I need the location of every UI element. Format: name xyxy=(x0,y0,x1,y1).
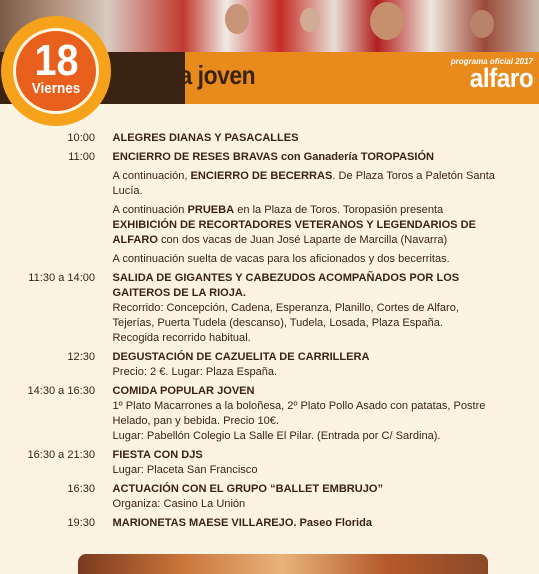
event-time: 16:30 a 21:30 xyxy=(27,449,96,461)
event-title: MARIONETAS MAESE VILLAREJO. Paseo Florida xyxy=(112,517,373,529)
date-badge xyxy=(1,16,111,126)
event-time: 10:00 xyxy=(67,132,96,144)
schedule-item xyxy=(0,271,523,346)
schedule-item xyxy=(0,350,523,380)
brand-logo xyxy=(450,57,533,93)
event-detail: Recorrido: Concepción, Cadena, Esperanza, Planillo, Cortes de Alfaro, xyxy=(112,302,459,314)
schedule-item xyxy=(0,448,523,478)
event-title: SALIDA DE GIGANTES Y CABEZUDOS ACOMPAÑADOS POR LOS GAITEROS DE LA RIOJA. xyxy=(112,272,460,299)
event-detail: Tejerías, Puerta Tudela (descanso), Tudela, Losada, Plaza España. xyxy=(112,317,443,329)
event-detail: A continuación PRUEBA en la Plaza de Toros. Toropasión presenta EXHIBICIÓN DE RECORTADORES VETERANOS Y LEGENDARIOS DE ALFARO con dos vacas de Juan José Laparte de Marcilla (Navarra) xyxy=(112,204,476,246)
event-time: 14:30 a 16:30 xyxy=(27,385,96,397)
event-title: ENCIERRO DE RESES BRAVAS con Ganadería TOROPASIÓN xyxy=(112,151,435,163)
event-detail: Lugar: Pabellón Colegio La Salle El Pilar. (Entrada por C/ Sardina). xyxy=(112,430,441,442)
date-weekday: Viernes xyxy=(31,80,81,97)
schedule-item xyxy=(0,516,523,531)
event-detail: A continuación suelta de vacas para los aficionados y dos becerritas. xyxy=(112,253,450,265)
event-detail: A continuación, ENCIERRO DE BECERRAS. De Plaza Toros a Paletón Santa Lucía. xyxy=(112,170,495,197)
date-number: 18 xyxy=(33,36,79,85)
footer-photo xyxy=(78,554,488,574)
schedule-item xyxy=(0,482,523,512)
event-time: 11:30 a 14:00 xyxy=(28,272,96,284)
schedule-list xyxy=(0,131,523,535)
event-detail: 1º Plato Macarrones a la boloñesa, 2º Plato Pollo Asado con patatas, Postre xyxy=(112,400,486,412)
event-detail: Precio: 2 €. Lugar: Plaza España. xyxy=(112,366,278,378)
event-title: FIESTA CON DJS xyxy=(112,449,203,461)
event-title: ALEGRES DIANAS Y PASACALLES xyxy=(112,132,299,144)
event-time: 11:00 xyxy=(68,151,96,163)
event-title: COMIDA POPULAR JOVEN xyxy=(112,385,255,397)
brand-name: alfaro xyxy=(469,63,533,93)
event-title: DEGUSTACIÓN DE CAZUELITA DE CARRILLERA xyxy=(112,351,370,363)
event-time: 19:30 xyxy=(67,517,96,529)
event-title: ACTUACIÓN CON EL GRUPO “BALLET EMBRUJO” xyxy=(112,483,384,495)
page-title: día joven xyxy=(160,60,256,90)
event-detail: Helado, pan y bebida. Precio 10€. xyxy=(112,415,279,427)
event-detail: Lugar: Placeta San Francisco xyxy=(112,464,258,476)
event-time: 12:30 xyxy=(67,351,96,363)
event-detail: Organiza: Casino La Unión xyxy=(112,498,246,510)
schedule-item xyxy=(0,131,523,146)
event-time: 16:30 xyxy=(67,483,96,495)
schedule-item xyxy=(0,384,523,444)
schedule-item xyxy=(0,150,523,267)
event-detail: Recogida recorrido habitual. xyxy=(112,332,251,344)
brand-subtitle: programa oficial 2017 xyxy=(450,57,533,66)
